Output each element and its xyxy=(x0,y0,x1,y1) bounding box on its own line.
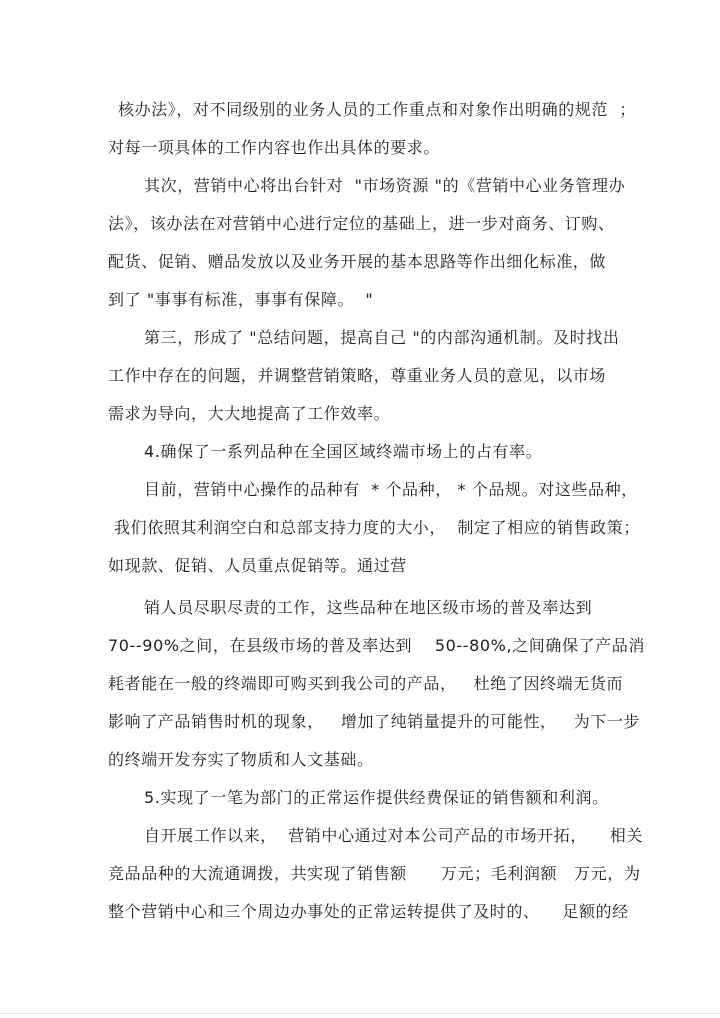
text-line: 其次，营销中心将出台针对 "市场资源 "的《营销中心业务管理办 xyxy=(144,176,626,195)
text-line: 影响了产品销售时机的现象， 增加了纯销量提升的可能性， 为下一步 xyxy=(108,712,641,731)
text-line: 自开展工作以来， 营销中心通过对本公司产品的市场开拓， 相关 xyxy=(144,826,643,845)
text-line: 法》，该办法在对营销中心进行定位的基础上，进一步对商务、订购、 xyxy=(108,214,615,233)
section-heading: 4.确保了一系列品种在全国区域终端市场上的占有率。 xyxy=(144,442,543,461)
text-line: 销人员尽职尽责的工作，这些品种在地区级市场的普及率达到 xyxy=(144,598,593,617)
text-line: 我们依照其利润空白和总部支持力度的大小， 制定了相应的销售政策； xyxy=(114,518,640,537)
text-line: 如现款、促销、人员重点促销等。通过营 xyxy=(108,556,407,575)
text-line: 耗者能在一般的终端即可购买到我公司的产品， 杜绝了因终端无货而 xyxy=(108,674,624,693)
text-line: 到了 "事事有标准，事事有保障。 " xyxy=(108,290,374,309)
text-line: 整个营销中心和三个周边办事处的正常运转提供了及时的、 足额的经 xyxy=(108,902,629,921)
text-line: 配货、促销、赠品发放以及业务开展的基本思路等作出细化标准，做 xyxy=(108,252,607,271)
text-line: 竞品品种的大流通调拨，共实现了销售额 万元；毛利润额 万元，为 xyxy=(108,864,641,883)
text-line: 需求为导向，大大地提高了工作效率。 xyxy=(108,404,391,423)
text-line: 目前，营销中心操作的品种有 * 个品种， * 个品规。对这些品种， xyxy=(144,480,638,499)
text-line: 的终端开发夯实了物质和人文基础。 xyxy=(108,750,374,769)
text-line: 对每一项具体的工作内容也作出具体的要求。 xyxy=(108,138,441,157)
section-heading: 5.实现了一笔为部门的正常运作提供经费保证的销售额和利润。 xyxy=(144,788,609,807)
text-line: 70--90%之间，在县级市场的普及率达到 50--80%,之间确保了产品消 xyxy=(108,636,645,655)
text-line: 核办法》，对不同级别的业务人员的工作重点和对象作出明确的规范 ； xyxy=(118,100,636,119)
page-divider xyxy=(0,1013,720,1014)
text-line: 第三，形成了 "总结问题，提高自己 "的内部沟通机制。及时找出 xyxy=(144,328,620,347)
text-line: 工作中存在的问题，并调整营销策略，尊重业务人员的意见，以市场 xyxy=(108,366,607,385)
